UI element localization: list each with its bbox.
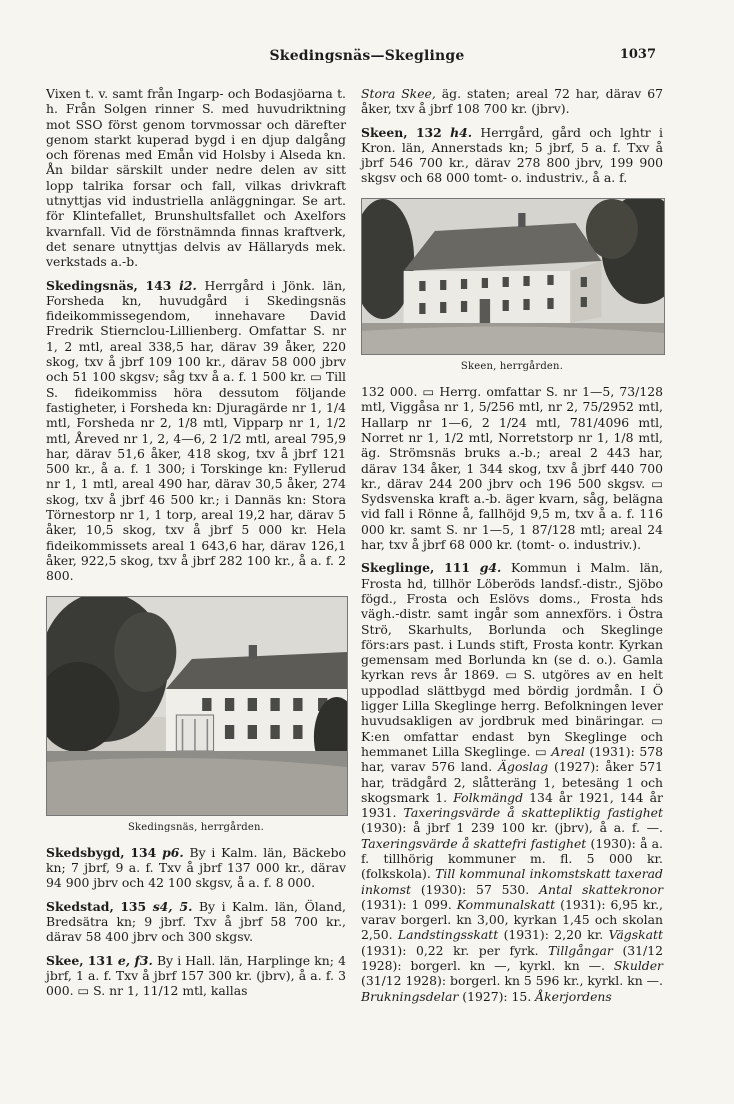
- entry-text: By i Hall. län, Harplinge kn; 4 jbrf, 1 a. f. Txv å jbrf 157 300 kr. (jbrv), å a. f. 3 000. ▭ S. nr 1, 11/12 mtl, kallas: [46, 952, 346, 999]
- inkomst-text: (1930): 57 530.: [420, 881, 530, 897]
- continuation-text: Vixen t. v. samt från Ingarp- och Bodasjöarna t. h. Från Solgen rinner S. med huvudriktning mot SSO först genom torvmossar och därefter genom starkt kuperad bygd i en djup dalgång och förenas med Emån vid Holsby i Alseda kn. Ån bildar särskilt under nedre delen av sitt lopp talrika forsar och fall, vilkas drivkraft utnyttjas vid industriella anläggningar. Se art. för Klintefallet, Brunshultsfallet och Axelfors kvarnfall. Vid de förstnämnda finnas kraftverk, det senare utnyttjas delvis av Hällaryds mek. verkstads a.-b.: [46, 86, 346, 270]
- entry-skedingsnas: [46, 278, 346, 584]
- entry-number: 135: [120, 898, 147, 914]
- grid-reference: s4, 5.: [152, 898, 193, 914]
- entry-number: 111: [444, 560, 470, 576]
- label-tillgangar: Tillgångar: [548, 942, 613, 958]
- headword-skedsbygd: Skedsbygd,: [46, 844, 125, 860]
- label-kommunalskatt: Kommunalskatt: [456, 896, 556, 912]
- entry-skee: [46, 953, 346, 999]
- entry-number: 134: [130, 844, 157, 860]
- label-taxv-skattepliktig: Taxeringsvärde å skattepliktig fastighet: [403, 805, 663, 821]
- entry-text: 132 000. ▭ Herrg. omfattar S. nr 1—5, 73/128 mtl, Viggåsa nr 1, 5/256 mtl, nr 2, 75/2952 mtl, Hallarp nr 1—6, 2 1/24 mtl, 781/4096 mtl, Norret nr 1, 1/2 mtl, Norretstorp nr 1, 1/8 mtl, äg. Strömsnäs bruks a.-b.; areal 2 443 har, därav 134 åker, 1 344 skog, txv å jbrf 440 700 kr., därav 244 200 jbrv och 196 500 skgsv. ▭ Sydsvenska kraft a.-b. äger kvarn, såg, belägna vid fall i Rönne å, fallhöjd 9,5 m, txv å a. f. 116 000 kr. samt S. nr 1—5, 1 87/128 mtl; areal 24 har, txv å jbrf 68 000 kr. (tomt- o. industriv.).: [361, 384, 663, 553]
- skedingsnas-manor-photo: [46, 596, 348, 816]
- headword-skeen: Skeen,: [361, 124, 408, 140]
- agoslag-text: (1927): åker 571 har, trädgård 2, slåtteräng 1, betesäng 1 och skogsmark 1.: [361, 759, 663, 805]
- label-taxv-skattefri: Taxeringsvärde å skattefri fastighet: [361, 835, 587, 851]
- label-skulder: Skulder: [613, 958, 663, 974]
- entry-skeglinge: [361, 560, 663, 1004]
- entry-skee-continued: [361, 86, 663, 117]
- vagskatt-text: (1931): 0,22 kr. per fyrk.: [361, 942, 539, 958]
- label-vagskatt: Vägskatt: [608, 927, 663, 943]
- entry-skedsbygd: [46, 845, 346, 891]
- entry-number: 143: [145, 277, 172, 293]
- label-brukningsdelar: Brukningsdelar: [361, 988, 459, 1004]
- entry-number: 132: [415, 124, 442, 140]
- grid-reference: i2.: [179, 277, 197, 293]
- areal-text: (1931): 578 har, varav 576 land.: [361, 743, 663, 775]
- folkmangd-text: 134 år 1921, 144 år 1931.: [361, 789, 663, 821]
- left-column: [46, 86, 346, 1006]
- figure-skeen: [361, 198, 663, 374]
- grid-reference: h4.: [450, 124, 473, 140]
- right-column: [361, 86, 663, 1012]
- headword-skeglinge: Skeglinge,: [361, 560, 435, 576]
- kommunalskatt-text: (1931): 6,95 kr., varav borgerl. kn 3,00, kyrkan 1,45 och skolan 2,50.: [361, 896, 663, 943]
- label-skattekronor: Antal skattekronor: [539, 881, 663, 897]
- label-inkomst: Till kommunal inkomstskatt taxerad inkomst: [361, 866, 663, 897]
- label-areal: Areal: [551, 743, 585, 759]
- headword-skee: Skee,: [46, 952, 84, 968]
- entry-skedstad: [46, 899, 346, 945]
- landstingsskatt-text: (1931): 2,20 kr.: [503, 927, 604, 943]
- entry-skeen: [361, 125, 663, 186]
- photo-caption: Skedingsnäs, herrgården.: [127, 821, 265, 833]
- entry-text: Kommun i Malm. län, Frosta hd, tillhör Löberöds landsf.-distr., Sjöbo fögd., Frosta och Eslövs doms., Frosta hds vägh.-distr. samt ingår som annexförs. i Östra Strö, Skarhults, Borlunda och Skeglinge förs:ars past. i Lunds stift, Frosta kontr. Kyrkan gemensam med Borlunda kn (se d. o.). Gamla kyrkan revs år 1869. ▭ S. utgöres av en helt uppodlad slättbygd med bördig jordmån. I Ö ligger Lilla Skeglinge herrg. Befolkningen lever huvudsakligen av jordbruk med binäringar. ▭ K:en omfattar endast byn Skeglinge och hemmanet Lilla Skeglinge. ▭: [361, 560, 663, 759]
- skattekronor-text: (1931): 1 099.: [361, 896, 452, 912]
- page-number: 1037: [619, 47, 656, 62]
- entry-number: 131: [87, 952, 114, 968]
- running-title: Skedingsnäs—Skeglinge: [269, 48, 465, 64]
- grid-reference: g4.: [479, 560, 502, 576]
- figure-skedingsnas: [46, 596, 346, 835]
- entry-skeen-continued: [361, 384, 663, 552]
- continuation-italic: Stora Skee,: [361, 86, 436, 101]
- entry-text: Herrgård i Jönk. län, Forsheda kn, huvudgård i Skedingsnäs fideikommissegendom, innehavare David Fredrik Stiernclou-Lillienberg. Omfattar S. nr 1, 2 mtl, areal 338,5 har, därav 39 åker, 220 skog, txv å jbrf 109 100 kr., därav 58 000 jbrv och 51 100 skgsv; såg txv å a. f. 1 500 kr. ▭ Till S. fideikommiss höra dessutom följande fastigheter, i Forsheda kn: Djuragärde nr 1, 1/4 mtl, Forsheda nr 2, 1/8 mtl, Vipparp nr 1, 1/2 mtl, Åreved nr 1, 2, 4—6, 2 1/2 mtl, areal 795,9 har, därav 51,6 åker, 418 skog, txv å jbrf 121 500 kr., å a. f. 1 300; i Torskinge kn: Fyllerud nr 1, 1 mtl, areal 490 har, därav 30,5 åker, 274 skog, txv å jbrf 46 500 kr.; i Dannäs kn: Stora Törnestorp nr 1, 1 torp, areal 19,2 har, därav 5 åker, 10,5 skog, txv å jbrf 5 000 kr. Hela fideikommissets areal 1 643,6 har, därav 126,1 åker, 922,5 skog, txv å jbrf 282 100 kr., å a. f. 2 800.: [46, 277, 346, 584]
- brukningsdelar-text: (1927): 15.: [462, 988, 532, 1004]
- label-folkmangd: Folkmängd: [453, 789, 524, 805]
- label-akerjordens: Åkerjordens: [535, 988, 612, 1004]
- grid-reference: e, f3.: [117, 952, 153, 968]
- photo-caption: Skeen, herrgården.: [460, 360, 564, 372]
- taxv-skattepliktig-text: (1930): å jbrf 1 239 100 kr. (jbrv), å a. f. —.: [361, 820, 663, 836]
- skeen-manor-photo: [361, 198, 665, 355]
- skulder-text: (31/12 1928): borgerl. kn 5 596 kr., kyrkl. kn —.: [361, 973, 663, 989]
- entry-text: Herrgård, gård och lghtr i Kron. län, Annerstads kn; 5 jbrf, 5 a. f. Txv å jbrf 546 700 kr., därav 278 800 jbrv, 199 900 skgsv och 68 000 tomt- o. industriv., å a. f.: [361, 124, 663, 186]
- headword-skedingsnas: Skedingsnäs,: [46, 277, 138, 293]
- continuation-text: äg. staten; areal 72 har, därav 67 åker, txv å jbrf 108 700 kr. (jbrv).: [361, 86, 663, 117]
- headword-skedstad: Skedstad,: [46, 898, 114, 914]
- entry-text: By i Kalm. län, Bäckebo kn; 7 jbrf, 9 a. f. Txv å jbrf 137 000 kr., därav 94 900 jbrv och 42 100 skgsv, å a. f. 8 000.: [46, 844, 346, 891]
- taxv-skattefri-text: (1930): å a. f. tillhörig kommuner m. fl. 5 000 kr. (folkskola).: [361, 835, 663, 882]
- entry-text: By i Kalm. län, Öland, Bredsätra kn; 9 jbrf. Txv å jbrf 58 700 kr., därav 58 400 jbrv och 300 skgsv.: [46, 898, 346, 945]
- entry-continuation: [46, 86, 346, 270]
- tillgangar-text: (31/12 1928): borgerl. kn —, kyrkl. kn —.: [361, 942, 663, 974]
- label-agoslag: Ägoslag: [498, 759, 549, 775]
- label-landstingsskatt: Landstingsskatt: [397, 927, 499, 943]
- grid-reference: p6.: [162, 844, 184, 860]
